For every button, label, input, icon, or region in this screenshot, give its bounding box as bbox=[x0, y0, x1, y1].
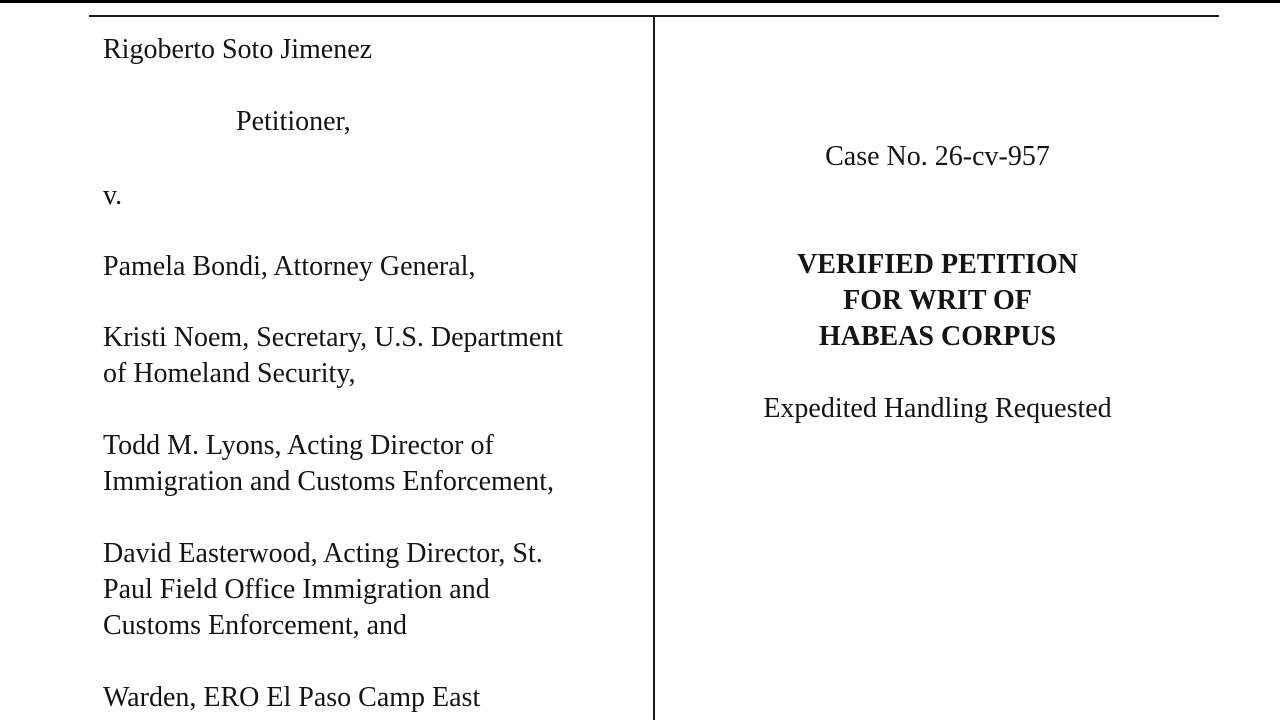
respondent-lyons-line1: Todd M. Lyons, Acting Director of bbox=[103, 430, 494, 461]
versus: v. bbox=[103, 180, 123, 211]
respondent-noem-line2: of Homeland Security, bbox=[103, 358, 356, 389]
case-number: Case No. 26-cv-957 bbox=[825, 141, 1050, 172]
top-border bbox=[0, 0, 1280, 3]
caption-divider bbox=[653, 17, 655, 720]
petitioner-role: Petitioner, bbox=[236, 106, 351, 137]
expedited-notice: Expedited Handling Requested bbox=[763, 393, 1112, 424]
respondent-easterwood-line2: Paul Field Office Immigration and bbox=[103, 574, 490, 605]
document-title-line3: HABEAS CORPUS bbox=[818, 321, 1057, 352]
document-title-line2: FOR WRIT OF bbox=[843, 285, 1032, 316]
respondent-easterwood-line3: Customs Enforcement, and bbox=[103, 610, 408, 641]
respondent-noem-line1: Kristi Noem, Secretary, U.S. Department bbox=[103, 322, 564, 353]
respondent-warden: Warden, ERO El Paso Camp East bbox=[103, 682, 481, 713]
document-title-line1: VERIFIED PETITION bbox=[797, 249, 1078, 280]
respondent-bondi: Pamela Bondi, Attorney General, bbox=[103, 251, 476, 282]
respondent-lyons-line2: Immigration and Customs Enforcement, bbox=[103, 466, 555, 497]
respondent-easterwood-line1: David Easterwood, Acting Director, St. bbox=[103, 538, 543, 569]
petitioner-name: Rigoberto Soto Jimenez bbox=[103, 34, 373, 65]
